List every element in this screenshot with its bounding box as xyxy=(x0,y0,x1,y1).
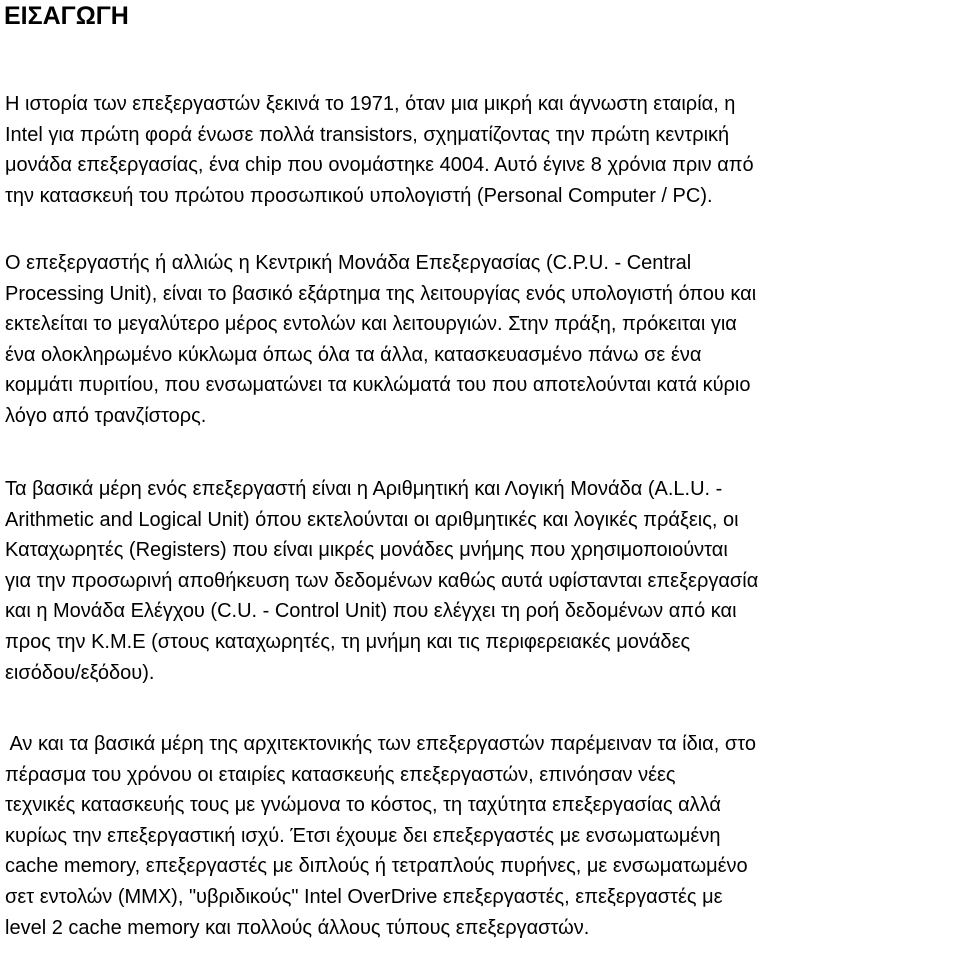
text-line: σετ εντολών (MMX), "υβριδικούς" Intel OverDrive επεξεργαστές, επεξεργαστές με xyxy=(5,885,723,908)
text-line: level 2 cache memory και πολλούς άλλους τύπους επεξεργαστών. xyxy=(5,916,590,939)
text-line: Η ιστορία των επεξεργαστών ξεκινά το 1971, όταν μια μικρή και άγνωστη εταιρία, η xyxy=(5,93,736,115)
text-line: κομμάτι πυριτίου, που ενσωματώνει τα κυκλώματά του που αποτελούνται κατά κύριο xyxy=(5,374,751,397)
text-line: την κατασκευή του πρώτου προσωπικού υπολογιστή (Personal Computer / PC). xyxy=(5,184,713,207)
paragraph-cpu-parts xyxy=(5,474,758,688)
paragraph-history xyxy=(5,89,754,211)
text-line: εισόδου/εξόδου). xyxy=(5,661,155,684)
text-line: Intel για πρώτη φορά ένωσε πολλά transistors, σχηματίζοντας την πρώτη κεντρική xyxy=(5,123,730,146)
text-line: λόγο από τρανζίστορς. xyxy=(5,404,207,427)
text-line: cache memory, επεξεργαστές με διπλούς ή τετραπλούς πυρήνες, με ενσωματωμένο xyxy=(5,855,748,878)
paragraph-cpu-definition xyxy=(5,248,756,432)
text-line: εκτελείται το μεγαλύτερο μέρος εντολών και λειτουργιών. Στην πράξη, πρόκειται για xyxy=(5,313,737,336)
text-line: προς την Κ.Μ.Ε (στους καταχωρητές, τη μνήμη και τις περιφερειακές μονάδες xyxy=(5,630,691,653)
text-line: Καταχωρητές (Registers) που είναι μικρές μονάδες μνήμης που χρησιμοποιούνται xyxy=(5,539,728,562)
text-line: Ο επεξεργαστής ή αλλιώς η Κεντρική Μονάδα Επεξεργασίας (C.P.U. - Central xyxy=(5,252,692,274)
text-line: Τα βασικά μέρη ενός επεξεργαστή είναι η Αριθμητική και Λογική Μονάδα (A.L.U. - xyxy=(5,478,723,500)
text-line: ένα ολοκληρωμένο κύκλωμα όπως όλα τα άλλα, κατασκευασμένο πάνω σε ένα xyxy=(5,343,702,366)
page-title: ΕΙΣΑΓΩΓΗ xyxy=(4,2,129,30)
text-line: για την προσωρινή αποθήκευση των δεδομένων καθώς αυτά υφίστανται επεξεργασία xyxy=(5,569,759,592)
text-line: πέρασμα του χρόνου οι εταιρίες κατασκευής επεξεργαστών, επινόησαν νέες xyxy=(5,763,676,786)
text-line: Αν και τα βασικά μέρη της αρχιτεκτονικής των επεξεργαστών παρέμειναν τα ίδια, στο xyxy=(5,733,756,755)
text-line: κυρίως την επεξεργαστική ισχύ. Έτσι έχουμε δει επεξεργαστές με ενσωματωμένη xyxy=(5,824,721,847)
text-line: τεχνικές κατασκευής τους με γνώμονα το κόστος, τη ταχύτητα επεξεργασίας αλλά xyxy=(5,794,721,817)
text-line: Arithmetic and Logical Unit) όπου εκτελούνται οι αριθμητικές και λογικές πράξεις, οι xyxy=(5,508,739,531)
text-line: μονάδα επεξεργασίας, ένα chip που ονομάστηκε 4004. Αυτό έγινε 8 χρόνια πριν από xyxy=(5,154,754,177)
paragraph-architecture-evolution xyxy=(5,729,756,943)
text-line: Processing Unit), είναι το βασικό εξάρτημα της λειτουργίας ενός υπολογιστή όπου και xyxy=(5,282,757,305)
text-line: και η Μονάδα Ελέγχου (C.U. - Control Unit) που ελέγχει τη ροή δεδομένων από και xyxy=(5,600,737,623)
